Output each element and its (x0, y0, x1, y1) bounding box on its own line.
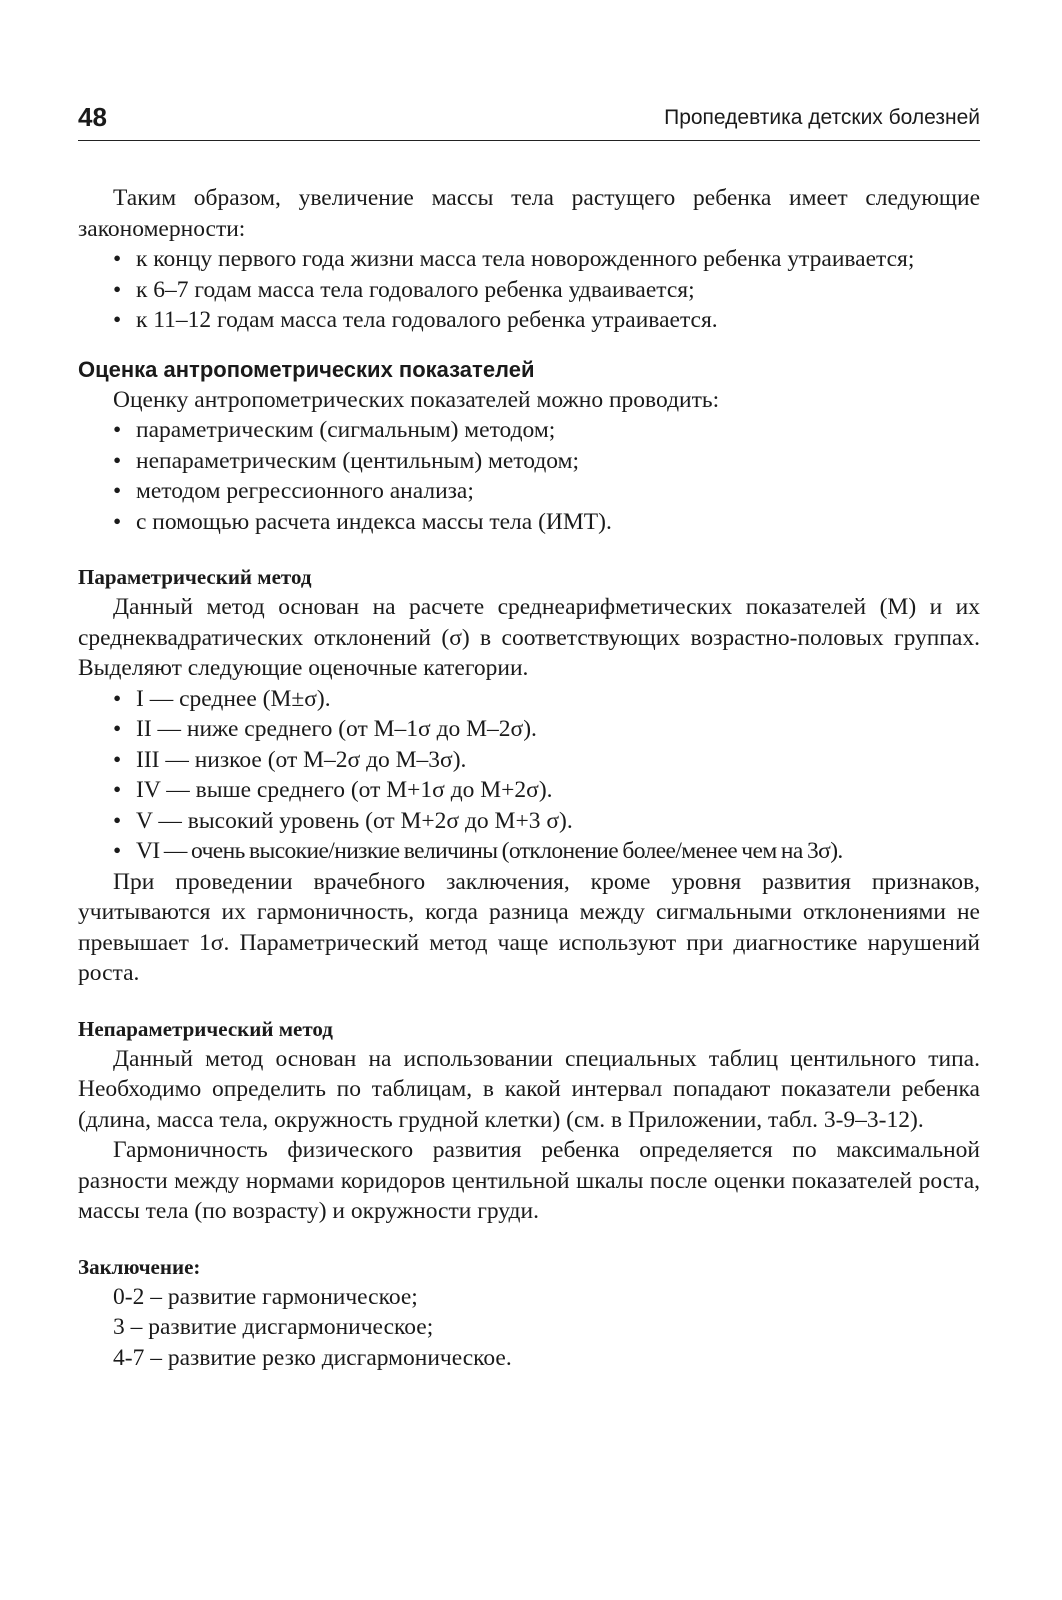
parametric-conclusion-paragraph: При проведении врачебного заключения, кроме уровня развития признаков, учитываются их гармоничность, когда разница между сигмальными отклонениями не превышает 1σ. Параметрический метод чаще используют при диагностике нарушений роста. (78, 868, 980, 986)
intro-paragraph: Таким образом, увеличение массы тела растущего ребенка имеет следующие закономерности: (78, 185, 980, 242)
intro-bullet: • к концу первого года жизни масса тела новорожденного ребенка утраивается; (78, 244, 980, 275)
page-body (78, 183, 980, 1373)
parametric-category-list (78, 684, 980, 867)
section-heading-assessment: Оценка антропометрических показателей (78, 356, 535, 382)
assessment-bullet: • с помощью расчета индекса массы тела (ИМТ). (78, 507, 980, 538)
nonparametric-paragraph: Данный метод основан на использовании специальных таблиц центильного типа. Необходимо определить по таблицам, в какой интервал попадают показатели ребенка (длина, масса тела, окружность грудной клетки) (см. в Приложении, табл. 3-9–3-12). (78, 1045, 980, 1133)
category-item: • V — высокий уровень (от М+2σ до М+3 σ). (78, 806, 980, 837)
assessment-paragraph: Оценку антропометрических показателей можно проводить: (113, 386, 720, 413)
page-number: 48 (78, 102, 107, 132)
summary-item: 3 – развитие дисгармоническое; (113, 1314, 434, 1340)
category-item: • VI — очень высокие/низкие величины (отклонение более/менее чем на 3σ). (78, 836, 980, 867)
summary-list (78, 1282, 980, 1374)
assessment-bullet: • параметрическим (сигмальным) методом; (78, 415, 980, 446)
intro-bullet: • к 11–12 годам масса тела годовалого ребенка утраивается. (78, 305, 980, 336)
subheading-summary: Заключение: (78, 1254, 201, 1279)
subheading-nonparametric: Непараметрический метод (78, 1016, 333, 1041)
category-item: • II — ниже среднего (от М–1σ до М–2σ). (78, 714, 980, 745)
summary-item: 0-2 – развитие гармоническое; (113, 1283, 418, 1310)
parametric-paragraph: Данный метод основан на расчете среднеарифметических показателей (М) и их среднеквадратических отклонений (σ) в соответствующих возрастно-половых группах. Выделяют следующие оценочные категории. (78, 594, 980, 681)
assessment-bullet: • методом регрессионного анализа; (78, 476, 980, 507)
summary-item: 4-7 – развитие резко дисгармоническое. (113, 1344, 512, 1371)
intro-bullet-list (78, 244, 980, 336)
assessment-bullet: • непараметрическим (центильным) методом; (78, 446, 980, 477)
running-header (78, 100, 980, 141)
category-item: • I — среднее (М±σ). (78, 684, 980, 715)
intro-bullet: • к 6–7 годам масса тела годовалого ребенка удваивается; (78, 275, 980, 306)
category-item: • IV — выше среднего (от М+1σ до М+2σ). (78, 775, 980, 806)
subheading-parametric: Параметрический метод (78, 565, 312, 589)
category-item: • III — низкое (от М–2σ до М–3σ). (78, 745, 980, 776)
assessment-bullet-list (78, 415, 980, 537)
book-title: Пропедевтика детских болезней (664, 106, 980, 129)
harmony-paragraph: Гармоничность физического развития ребенка определяется по максимальной разности между нормами коридоров центильной шкалы после оценки показателей роста, массы тела (по возрасту) и окружности груди. (78, 1137, 980, 1224)
